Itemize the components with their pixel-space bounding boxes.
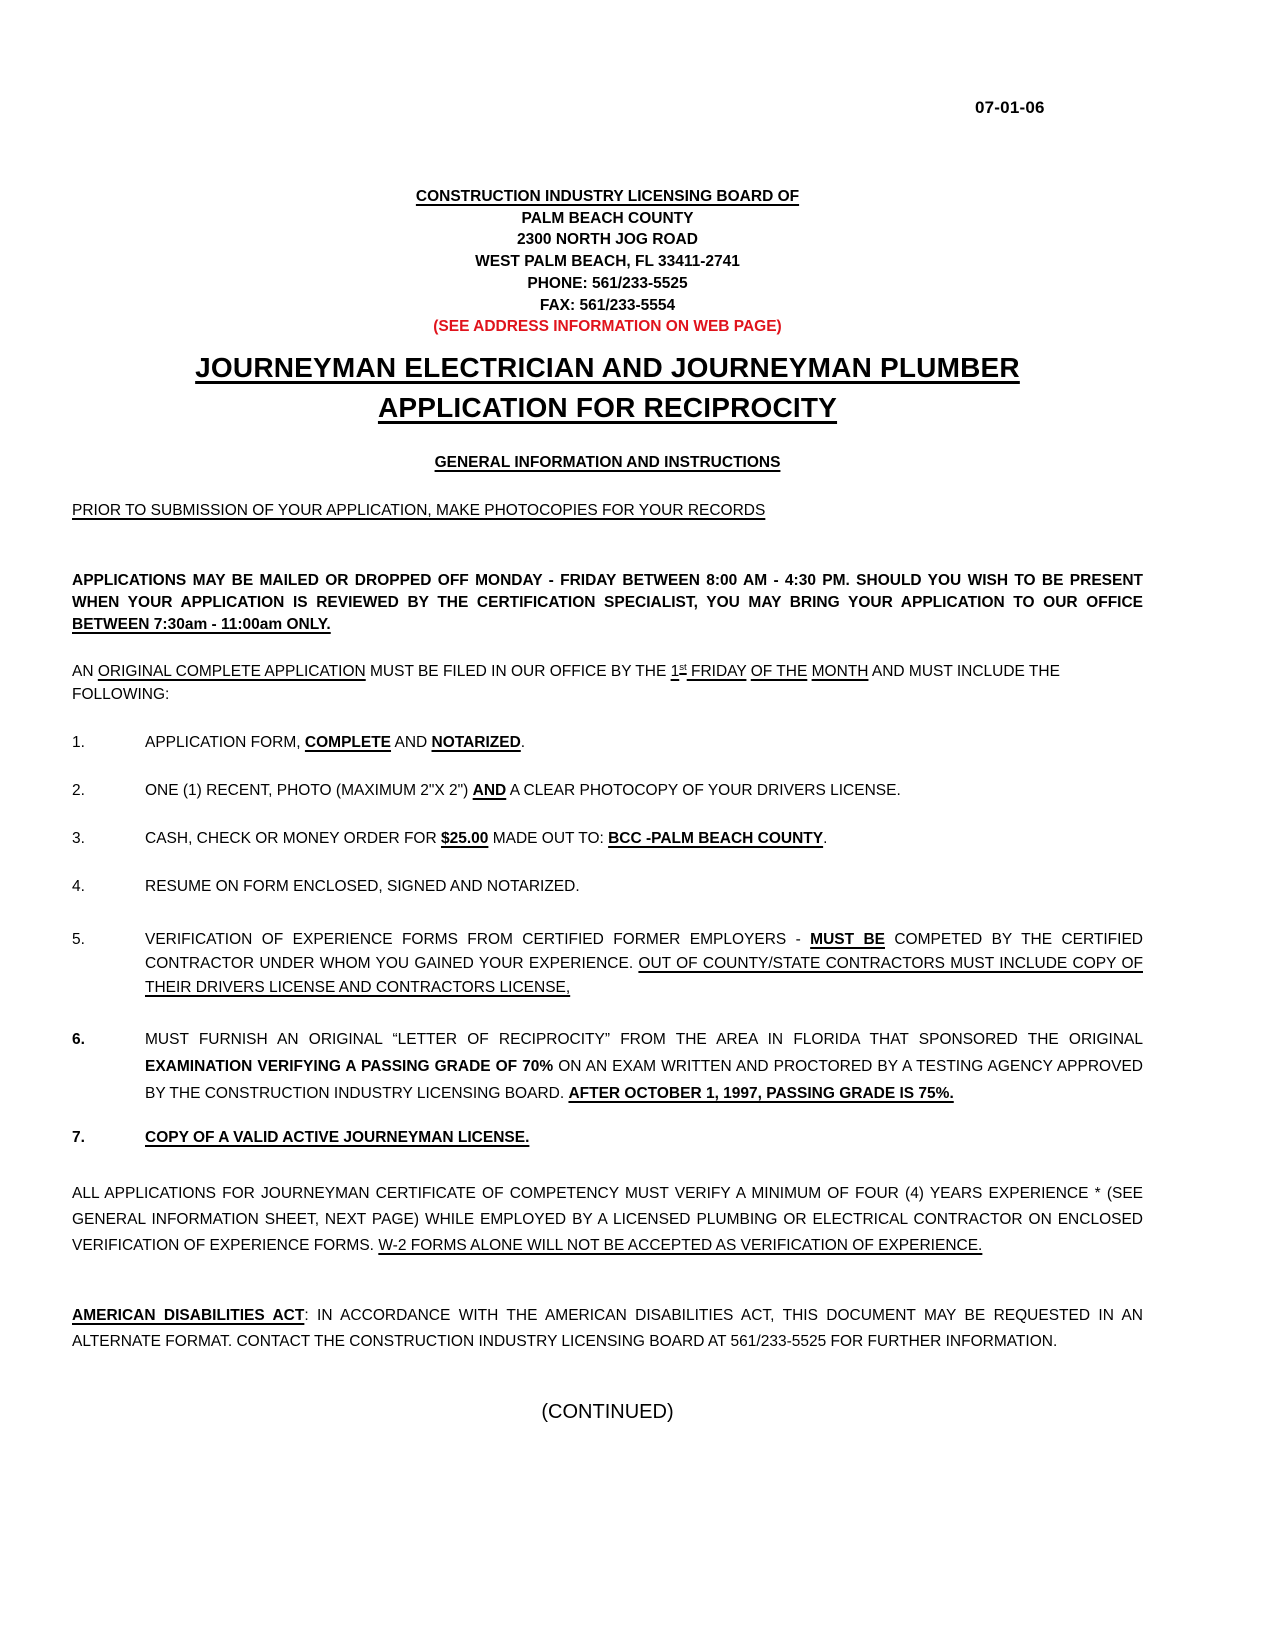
text-run: COMPETED BY THE CERTIFIED CONTRACTOR UNDER WHOM YOU GAINED YOUR EXPERIENCE. — [145, 931, 1143, 973]
section-heading — [72, 452, 1143, 474]
text-run: FRIDAY — [686, 663, 747, 681]
text-run: PALM BEACH COUNTY — [521, 209, 694, 227]
requirement-item-6 — [72, 1026, 1143, 1107]
section-heading-text: GENERAL INFORMATION AND INSTRUCTIONS — [434, 453, 781, 471]
requirement-item-4 — [72, 876, 1143, 898]
text-run: AND — [472, 782, 507, 800]
text-run: APPLICATIONS MAY BE MAILED OR DROPPED OFF MONDAY - FRIDAY BETWEEN 8:00 AM - 4:30 PM. SHOULD YOU WISH TO BE PRESENT WHEN YOUR APPLICATION IS REVIEWED BY THE CERTIFICATION SPECIALIST, YOU MAY BRING YOUR APPLICATION TO OUR OFFICE — [72, 571, 1143, 611]
item-number: 2. — [72, 782, 85, 800]
item-number: 7. — [72, 1129, 85, 1147]
document-content — [72, 0, 1143, 1425]
item-number: 1. — [72, 734, 85, 752]
text-run: MADE OUT TO: — [488, 830, 609, 848]
requirement-item-1 — [72, 732, 1143, 754]
requirements-list — [72, 732, 1143, 1149]
requirement-item-5 — [72, 928, 1143, 1000]
fax-line — [72, 295, 1143, 317]
text-run: . — [520, 734, 526, 752]
requirement-item-3 — [72, 828, 1143, 850]
text-run: MUST BE FILED IN OUR OFFICE BY THE — [365, 663, 671, 681]
continued-footer: (CONTINUED) — [541, 1401, 674, 1424]
requirement-item-2 — [72, 780, 1143, 802]
text-run: MONTH — [811, 663, 869, 681]
address-line — [72, 229, 1143, 251]
item-text — [145, 931, 1143, 996]
text-run: CASH, CHECK OR MONEY ORDER FOR — [145, 830, 441, 848]
text-run: VERIFICATION OF EXPERIENCE FORMS FROM CERTIFIED FORMER EMPLOYERS - — [145, 931, 811, 949]
filing-deadline-paragraph — [72, 656, 1143, 706]
item-text — [145, 734, 525, 751]
title-line-1-text: JOURNEYMAN ELECTRICIAN AND JOURNEYMAN PLUMBER — [195, 351, 1020, 383]
text-run: A CLEAR PHOTOCOPY OF YOUR DRIVERS LICENSE. — [506, 782, 901, 800]
title-line-2 — [72, 388, 1143, 428]
text-run: PRIOR TO SUBMISSION OF YOUR APPLICATION, MAKE PHOTOCOPIES FOR YOUR RECORDS — [72, 501, 766, 519]
text-run: AMERICAN DISABILITIES ACT — [72, 1307, 305, 1325]
org-name-line — [72, 186, 1143, 208]
text-run: OF THE — [750, 663, 808, 681]
text-run: : IN ACCORDANCE WITH THE AMERICAN DISABILITIES ACT, THIS DOCUMENT MAY BE REQUESTED IN AN ALTERNATE FORMAT. CONTACT THE CONSTRUCTION INDUSTRY LICENSING BOARD AT 561/233-5525 FOR FURTHER INFORMATION. — [72, 1307, 1143, 1351]
text-run: NOTARIZED — [431, 734, 521, 752]
item-number: 6. — [72, 1031, 85, 1049]
web-notice-line — [72, 316, 1143, 338]
text-run: 1 — [670, 663, 680, 681]
item-text — [145, 1129, 529, 1146]
text-run: OUT OF COUNTY/STATE CONTRACTORS MUST INCLUDE COPY OF THEIR DRIVERS LICENSE AND CONTRACTORS LICENSE, — [145, 955, 1143, 997]
text-run: AN — [72, 663, 98, 681]
text-run: . — [823, 830, 828, 848]
item-number: 3. — [72, 830, 85, 848]
text-run: ALL APPLICATIONS FOR JOURNEYMAN CERTIFICATE OF COMPETENCY MUST VERIFY A MINIMUM OF FOUR (4) YEARS EXPERIENCE * (SEE GENERAL INFORMATION SHEET, NEXT PAGE) WHILE EMPLOYED BY A LICENSED PLUMBING OR ELECTRICAL CONTRACTOR ON ENCLOSED VERIFICATION OF EXPERIENCE FORMS. — [72, 1185, 1143, 1255]
text-run: W-2 FORMS ALONE WILL NOT BE ACCEPTED AS VERIFICATION OF EXPERIENCE. — [378, 1237, 983, 1255]
text-run: BCC -PALM BEACH COUNTY — [608, 830, 824, 848]
text-run: 2300 NORTH JOG ROAD — [517, 231, 698, 249]
text-run: $25.00 — [440, 830, 489, 848]
text-run: RESUME ON FORM ENCLOSED, SIGNED AND NOTARIZED. — [145, 878, 580, 896]
letterhead — [72, 186, 1143, 338]
text-run: BETWEEN 7:30am - 11:00am ONLY. — [72, 615, 331, 633]
requirement-item-7 — [72, 1127, 1143, 1149]
text-run: AFTER OCTOBER 1, 1997, PASSING GRADE IS 75%. — [568, 1085, 954, 1103]
text-run: ON AN EXAM WRITTEN AND PROCTORED BY A TESTING AGENCY APPROVED BY THE CONSTRUCTION INDUSTRY LICENSING BOARD. — [145, 1058, 1143, 1103]
item-text — [145, 878, 580, 895]
text-run: WEST PALM BEACH, FL 33411-2741 — [475, 253, 740, 271]
date-stamp: 07-01-06 — [975, 98, 1045, 117]
experience-note-paragraph — [72, 1181, 1143, 1259]
text-run: CONSTRUCTION INDUSTRY LICENSING BOARD OF — [415, 188, 800, 205]
item-text — [145, 830, 827, 847]
text-run: ONE (1) RECENT, PHOTO (MAXIMUM 2"X 2") — [145, 782, 473, 800]
text-run: st — [679, 661, 687, 673]
text-run: ORIGINAL COMPLETE APPLICATION — [97, 663, 366, 681]
document-title — [72, 348, 1143, 428]
text-run: AND MUST INCLUDE THE FOLLOWING: — [72, 663, 1060, 704]
office-hours-paragraph — [72, 570, 1143, 636]
text-run: PHONE: 561/233-5525 — [527, 274, 688, 292]
text-run: COPY OF A VALID ACTIVE JOURNEYMAN LICENSE. — [145, 1129, 530, 1147]
text-run: FAX: 561/233-5554 — [539, 296, 676, 314]
phone-line — [72, 273, 1143, 295]
item-text — [145, 1031, 1143, 1102]
text-run: AND — [391, 734, 432, 752]
text-run: MUST FURNISH AN ORIGINAL “LETTER OF RECIPROCITY” FROM THE AREA IN FLORIDA THAT SPONSORED THE ORIGINAL — [145, 1031, 1143, 1049]
photocopy-notice — [72, 500, 1143, 522]
ada-notice-paragraph — [72, 1303, 1143, 1355]
item-number: 4. — [72, 878, 85, 896]
text-run: MUST BE — [810, 931, 885, 949]
text-run: COMPLETE — [304, 734, 392, 752]
item-number: 5. — [72, 931, 85, 949]
text-run: EXAMINATION VERIFYING A PASSING GRADE OF 70% — [145, 1058, 554, 1076]
text-run: APPLICATION FORM, — [145, 734, 305, 752]
org-county-line — [72, 208, 1143, 230]
city-state-zip-line — [72, 251, 1143, 273]
title-line-2-text: APPLICATION FOR RECIPROCITY — [377, 391, 838, 423]
text-run: (SEE ADDRESS INFORMATION ON WEB PAGE) — [433, 318, 782, 336]
title-line-1 — [72, 348, 1143, 388]
item-text — [145, 782, 901, 799]
